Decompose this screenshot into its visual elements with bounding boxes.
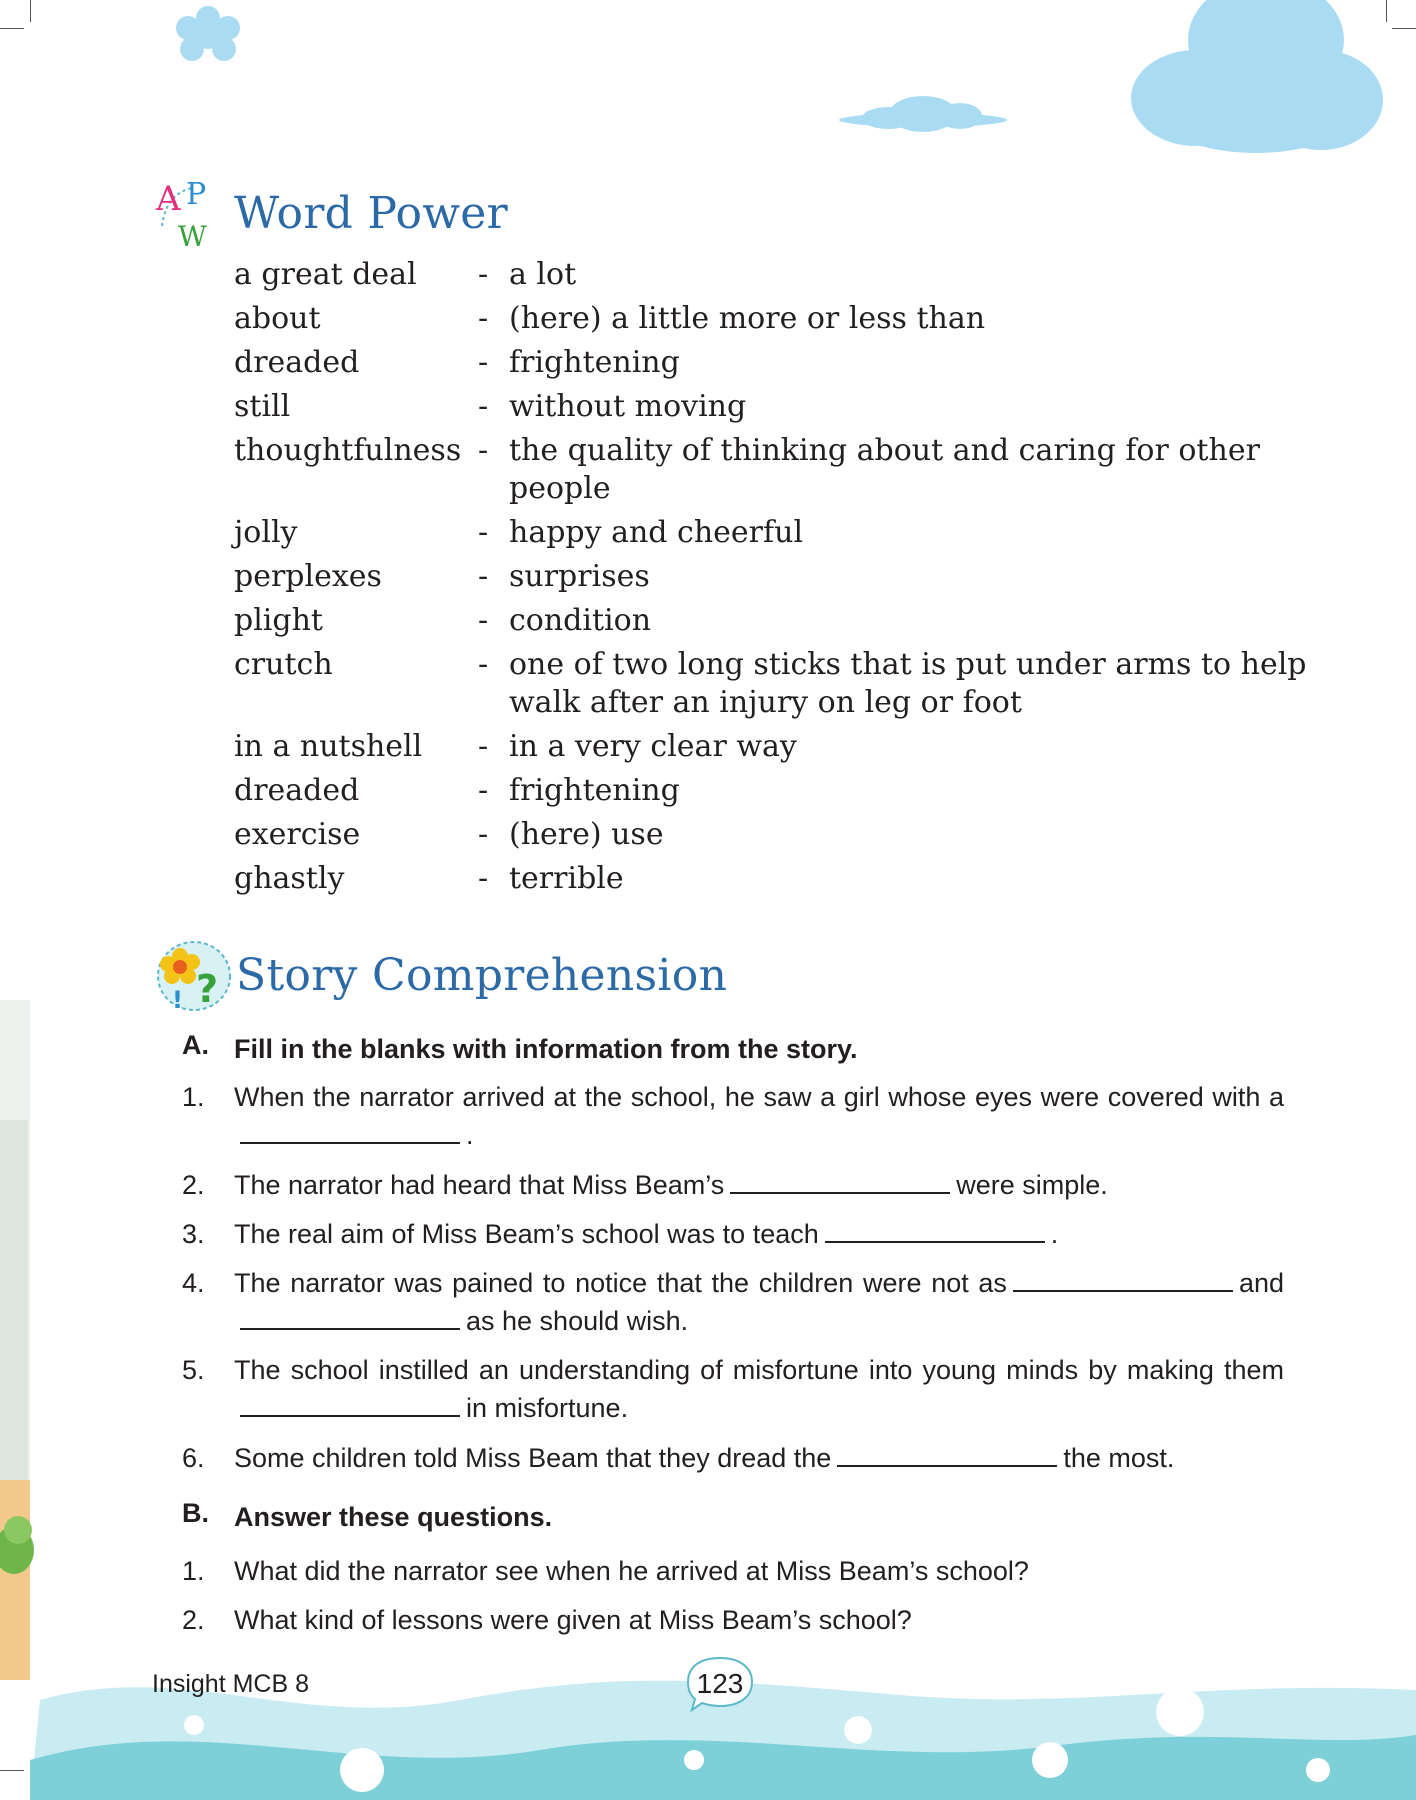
glossary-separator: - bbox=[478, 603, 489, 638]
item-text-part: the most. bbox=[1063, 1443, 1175, 1473]
section-label: B. bbox=[182, 1498, 209, 1528]
item-text bbox=[234, 1351, 1284, 1427]
answer-blank[interactable] bbox=[240, 1393, 460, 1417]
glossary-definition: happy and cheerful bbox=[509, 515, 804, 550]
item-number: 4. bbox=[182, 1268, 205, 1298]
svg-text:A: A bbox=[156, 179, 181, 219]
question-text: What kind of lessons were given at Miss Beam’s school? bbox=[234, 1605, 912, 1635]
item-text-part: as he should wish. bbox=[466, 1306, 689, 1336]
glossary-term: jolly bbox=[234, 515, 298, 550]
answer-blank[interactable] bbox=[1013, 1268, 1233, 1292]
left-edge-landscape bbox=[0, 1000, 36, 1680]
item-text-part: When the narrator arrived at the school, he saw a girl whose eyes were covered with a bbox=[234, 1082, 1284, 1112]
glossary-term: thoughtfulness bbox=[234, 433, 462, 468]
item-text bbox=[234, 1439, 1284, 1477]
item-text-part: were simple. bbox=[956, 1170, 1108, 1200]
item-text-part: . bbox=[466, 1120, 474, 1150]
glossary-definition: (here) a little more or less than bbox=[509, 301, 986, 336]
glossary-definition: surprises bbox=[509, 559, 650, 594]
item-text-part: and bbox=[1238, 1268, 1284, 1298]
svg-text:W: W bbox=[178, 220, 207, 252]
crop-mark bbox=[1392, 28, 1416, 29]
item-text bbox=[234, 1264, 1284, 1340]
glossary-separator: - bbox=[478, 773, 489, 808]
glossary-term: in a nutshell bbox=[234, 729, 423, 764]
glossary-separator: - bbox=[478, 729, 489, 764]
crop-mark bbox=[0, 28, 24, 29]
glossary-term: plight bbox=[234, 603, 323, 638]
word-power-logo-icon bbox=[152, 174, 232, 252]
word-power-list bbox=[234, 256, 1307, 906]
question-text: What did the narrator see when he arrived at Miss Beam’s school? bbox=[234, 1556, 1029, 1586]
glossary-separator: - bbox=[478, 345, 489, 380]
glossary-separator: - bbox=[478, 515, 489, 550]
glossary-definition: the quality of thinking about and caring for other people bbox=[509, 433, 1260, 506]
section-instruction: Fill in the blanks with information from the story. bbox=[234, 1034, 858, 1064]
section-instruction: Answer these questions. bbox=[234, 1502, 553, 1532]
item-number: 2. bbox=[182, 1170, 205, 1200]
item-text-part: The narrator was pained to notice that the children were not as bbox=[234, 1268, 1007, 1298]
item-text bbox=[234, 1215, 1284, 1253]
glossary-term: ghastly bbox=[234, 861, 345, 896]
glossary-separator: - bbox=[478, 559, 489, 594]
story-comprehension-title: Story Comprehension bbox=[236, 950, 728, 1001]
book-title: Insight MCB 8 bbox=[152, 1670, 310, 1698]
glossary-separator: - bbox=[478, 301, 489, 336]
glossary-definition: condition bbox=[509, 603, 652, 638]
item-text-part: . bbox=[1050, 1219, 1059, 1249]
crop-mark bbox=[1386, 0, 1387, 22]
glossary-term: dreaded bbox=[234, 773, 360, 808]
answer-blank[interactable] bbox=[825, 1219, 1045, 1243]
glossary-term: dreaded bbox=[234, 345, 360, 380]
glossary-definition: frightening bbox=[509, 773, 680, 808]
cloud-small-icon bbox=[838, 92, 1008, 136]
glossary-separator: - bbox=[478, 257, 489, 292]
item-number: 3. bbox=[182, 1219, 205, 1249]
page-number: 123 bbox=[696, 1668, 744, 1699]
item-number: 1. bbox=[182, 1556, 205, 1586]
glossary-definition: frightening bbox=[509, 345, 680, 380]
glossary-term: crutch bbox=[234, 647, 333, 682]
item-number: 5. bbox=[182, 1355, 205, 1385]
comprehension-exercises bbox=[182, 1030, 1282, 1650]
glossary-definition: terrible bbox=[509, 861, 624, 896]
glossary-term: a great deal bbox=[234, 257, 417, 292]
glossary-separator: - bbox=[478, 861, 489, 896]
item-text-part: The real aim of Miss Beam’s school was to teach bbox=[234, 1219, 819, 1249]
cloud-large-icon bbox=[1116, 0, 1386, 160]
item-text-part: in misfortune. bbox=[466, 1393, 629, 1423]
section-label: A. bbox=[182, 1030, 209, 1060]
answer-blank[interactable] bbox=[730, 1170, 950, 1194]
story-comprehension-logo-icon bbox=[152, 934, 234, 1014]
glossary-separator: - bbox=[478, 647, 489, 682]
item-text-part: The narrator had heard that Miss Beam’s bbox=[234, 1170, 725, 1200]
item-number: 6. bbox=[182, 1443, 205, 1473]
glossary-term: about bbox=[234, 301, 321, 336]
glossary-definition: (here) use bbox=[509, 817, 664, 852]
answer-blank[interactable] bbox=[837, 1443, 1057, 1467]
word-power-title: Word Power bbox=[234, 188, 508, 239]
item-text bbox=[234, 1078, 1284, 1154]
answer-blank[interactable] bbox=[240, 1306, 460, 1330]
svg-text:P: P bbox=[186, 177, 207, 212]
glossary-definition: a lot bbox=[509, 257, 577, 292]
item-text-part: The school instilled an understanding of misfortune into young minds by making them bbox=[234, 1355, 1284, 1385]
glossary-separator: - bbox=[478, 433, 489, 468]
item-text bbox=[234, 1166, 1284, 1204]
glossary-term: still bbox=[234, 389, 291, 424]
item-text-part: Some children told Miss Beam that they dread the bbox=[234, 1443, 832, 1473]
item-number: 2. bbox=[182, 1605, 205, 1635]
svg-text:!: ! bbox=[172, 986, 183, 1014]
crop-mark bbox=[30, 0, 31, 22]
glossary-definition: one of two long sticks that is put under arms to help walk after an injury on leg or foot bbox=[509, 647, 1307, 720]
glossary-definition: without moving bbox=[509, 389, 747, 424]
glossary-term: perplexes bbox=[234, 559, 382, 594]
glossary-separator: - bbox=[478, 817, 489, 852]
glossary-definition: in a very clear way bbox=[509, 729, 797, 764]
answer-blank[interactable] bbox=[240, 1120, 460, 1144]
svg-text:?: ? bbox=[196, 967, 219, 1011]
flower-decoration-icon bbox=[168, 4, 248, 66]
glossary-term: exercise bbox=[234, 817, 361, 852]
glossary-separator: - bbox=[478, 389, 489, 424]
item-number: 1. bbox=[182, 1082, 205, 1112]
